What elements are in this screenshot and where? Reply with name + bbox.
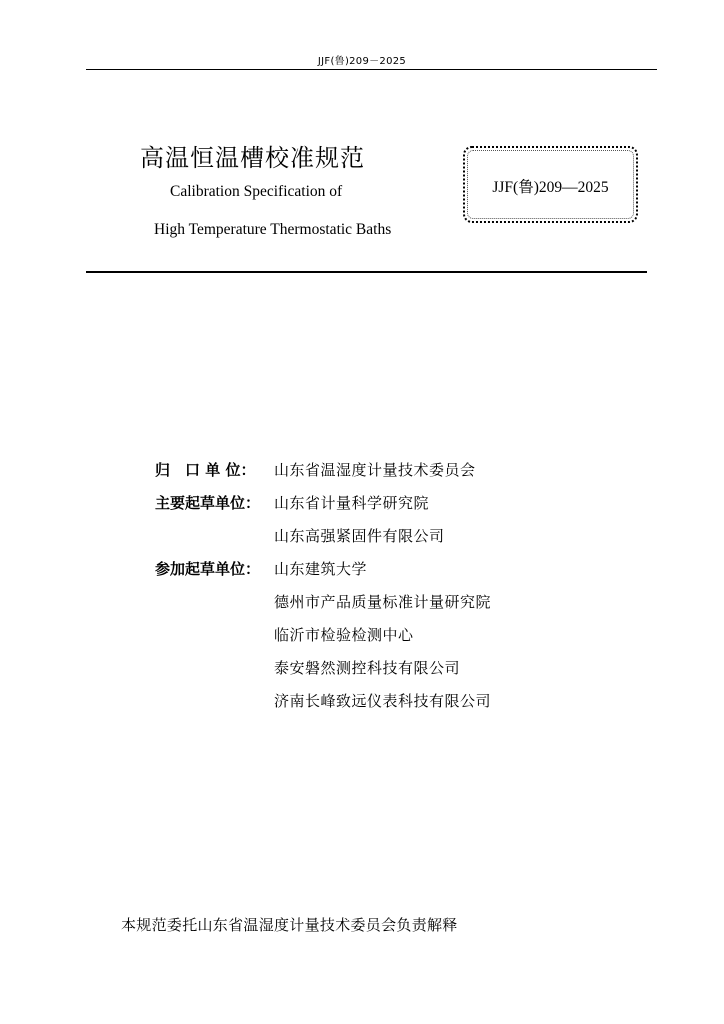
title-english-line2: High Temperature Thermostatic Baths <box>154 221 392 238</box>
header-rule <box>86 69 657 70</box>
responsible-unit-label: 归 口 单 位： <box>155 461 256 479</box>
participating-unit-item: 临沂市检验检测中心 <box>274 626 414 644</box>
interpretation-note: 本规范委托山东省温湿度计量技术委员会负责解释 <box>121 916 458 934</box>
title-english-line1: Calibration Specification of <box>170 183 343 200</box>
responsible-unit-value: 山东省温湿度计量技术委员会 <box>274 461 476 479</box>
specification-code-box <box>463 146 638 223</box>
specification-code: JJF(鲁)209—2025 <box>492 179 609 196</box>
participating-unit-item: 德州市产品质量标准计量研究院 <box>274 593 492 611</box>
main-drafting-unit-item: 山东高强紧固件有限公司 <box>274 527 445 545</box>
participating-unit-item: 泰安磐然测控科技有限公司 <box>274 659 461 677</box>
main-drafting-unit-item: 山东省计量科学研究院 <box>274 494 430 512</box>
participating-unit-item: 山东建筑大学 <box>274 560 368 578</box>
header-document-code: JJF(鲁)209－2025 <box>317 56 407 67</box>
participating-unit-label: 参加起草单位： <box>155 560 261 578</box>
title-chinese: 高温恒温槽校准规范 <box>140 144 365 172</box>
participating-unit-item: 济南长峰致远仪表科技有限公司 <box>274 692 492 710</box>
main-drafting-unit-label: 主要起草单位： <box>155 494 261 512</box>
title-divider-rule <box>86 271 647 273</box>
